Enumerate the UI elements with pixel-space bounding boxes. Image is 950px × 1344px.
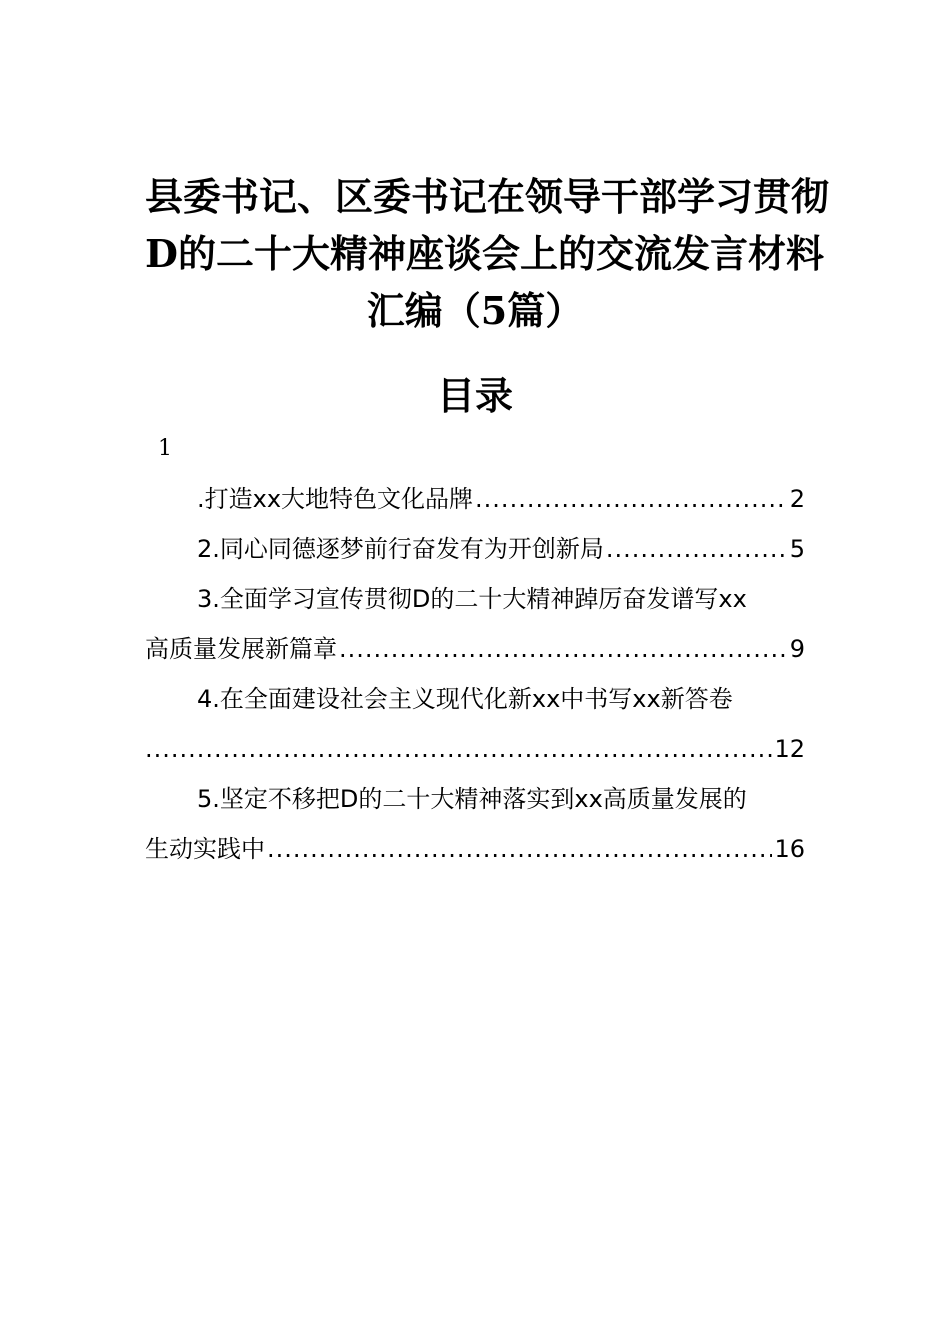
toc-entry-page: 9 xyxy=(789,635,805,663)
toc-leader-dots xyxy=(339,624,788,674)
toc-leader-dots xyxy=(267,824,772,874)
toc-leader-dots xyxy=(606,524,788,574)
toc-marker: 1 xyxy=(158,436,172,461)
toc-heading: 目录 xyxy=(436,373,513,418)
title-line-1: 县委书记、区委书记在领导干部学习贯彻 xyxy=(145,174,830,219)
toc-entry-4[interactable] xyxy=(145,674,805,774)
toc-entry-title: .打造xx大地特色文化品牌 xyxy=(197,485,474,513)
toc-entry-line-1 xyxy=(145,674,805,724)
toc-entry-title: 2.同心同德逐梦前行奋发有为开创新局 xyxy=(197,535,604,563)
toc-leader-dots xyxy=(475,474,788,524)
toc-entry-3[interactable] xyxy=(145,574,805,674)
toc-entry-title-cont: 高质量发展新篇章 xyxy=(145,635,337,663)
toc-entry-title: 4.在全面建设社会主义现代化新xx中书写xx新答卷 xyxy=(197,685,733,713)
document-title xyxy=(145,168,830,339)
toc-entry-title-cont: 生动实践中 xyxy=(145,835,265,863)
title-line-3: 汇编（5篇） xyxy=(366,288,584,333)
toc-entry-line-1 xyxy=(145,574,805,624)
toc-entry-2[interactable] xyxy=(145,524,805,574)
toc-entry-line-2 xyxy=(145,824,805,874)
toc-entry-5[interactable] xyxy=(145,774,805,874)
toc-entry-title: 5.坚定不移把D的二十大精神落实到xx高质量发展的 xyxy=(197,785,747,813)
toc-entry-line-1 xyxy=(145,774,805,824)
table-of-contents xyxy=(145,474,805,874)
title-line-2: D的二十大精神座谈会上的交流发言材料 xyxy=(145,231,824,276)
toc-leader-dots xyxy=(145,724,772,774)
toc-entry-1[interactable] xyxy=(145,474,805,524)
toc-entry-page: 12 xyxy=(774,735,805,763)
toc-entry-page: 5 xyxy=(789,535,805,563)
toc-entry-page: 16 xyxy=(774,835,805,863)
toc-entry-line-2 xyxy=(145,624,805,674)
toc-entry-page: 2 xyxy=(789,485,805,513)
toc-entry-title: 3.全面学习宣传贯彻D的二十大精神踔厉奋发谱写xx xyxy=(197,585,747,613)
toc-entry-line-2 xyxy=(145,724,805,774)
